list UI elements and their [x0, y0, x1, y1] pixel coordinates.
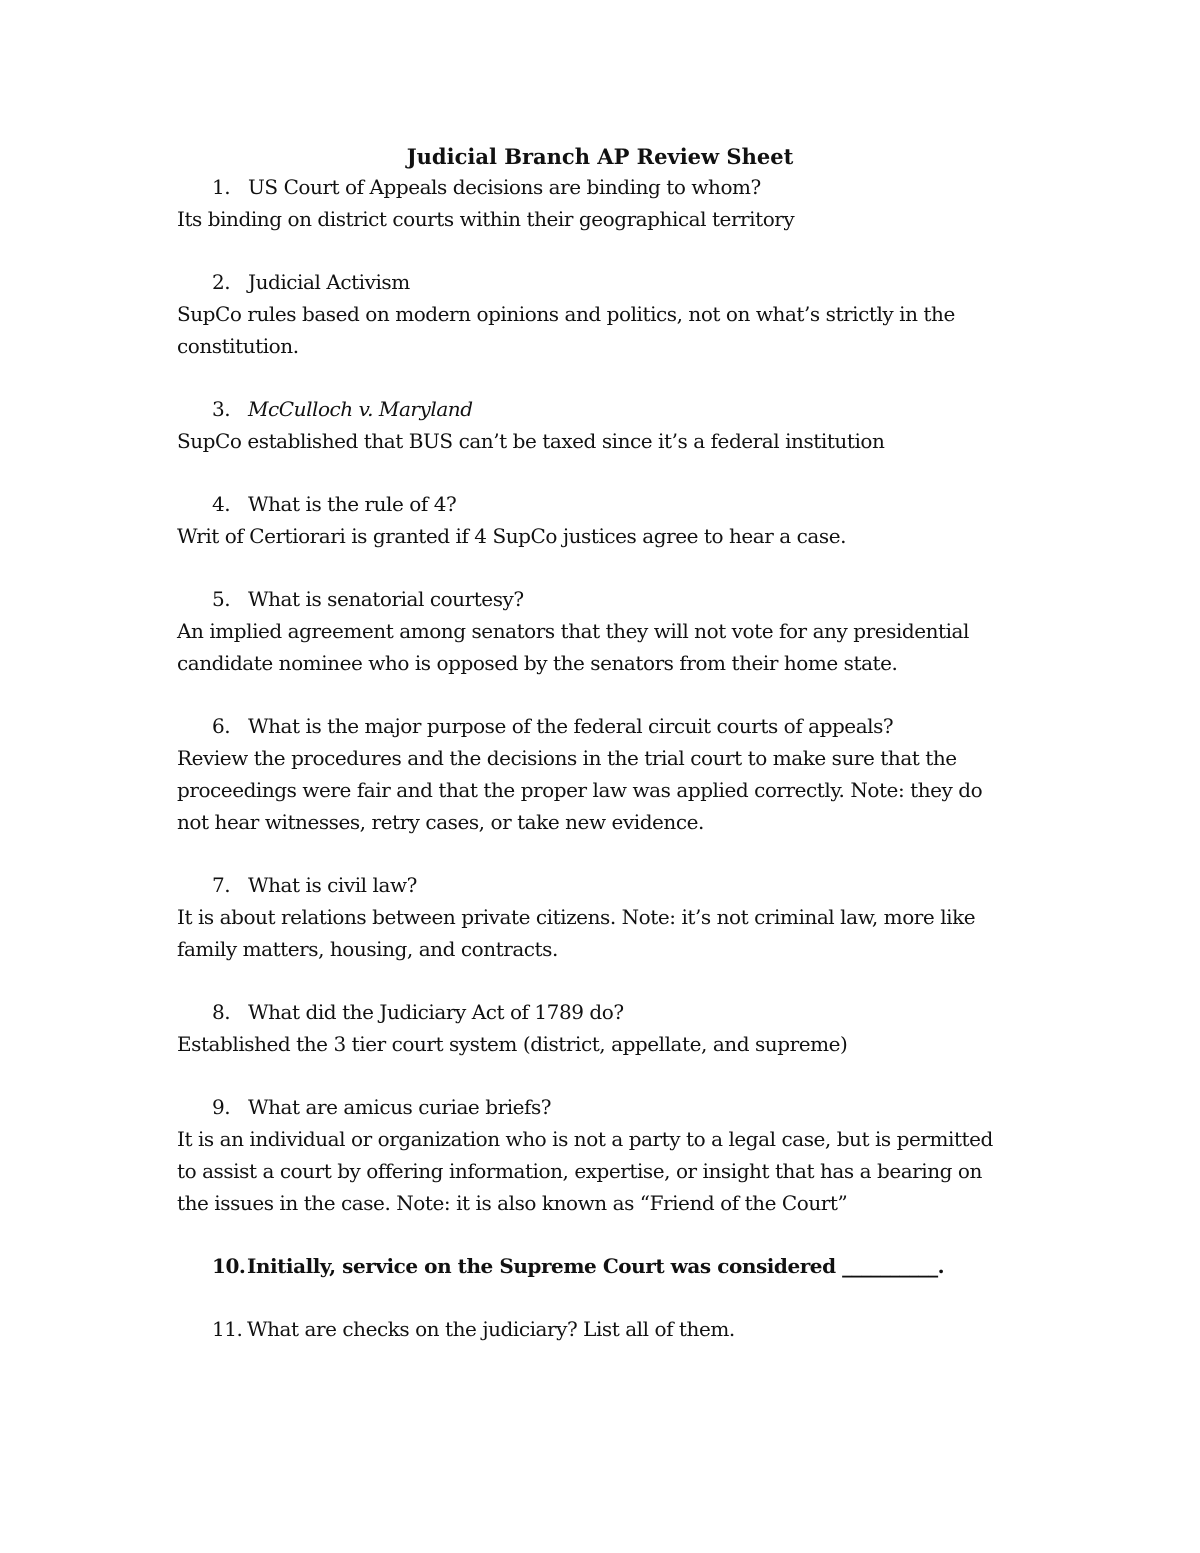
answer-3-line-1: SupCo established that BUS can’t be taxed since it’s a federal institution — [177, 429, 885, 453]
question-10 — [212, 1251, 944, 1281]
document-title: Judicial Branch AP Review Sheet — [406, 144, 794, 169]
answer-5-line-1: An implied agreement among senators that they will not vote for any presidential — [177, 619, 969, 643]
question-11 — [212, 1314, 735, 1344]
question-4 — [212, 489, 456, 519]
question-text: What is the major purpose of the federal circuit courts of appeals? — [248, 714, 894, 738]
question-number: 8. — [212, 1000, 231, 1024]
question-number: 1. — [212, 175, 231, 199]
answer-8-line-1: Established the 3 tier court system (district, appellate, and supreme) — [177, 1032, 848, 1056]
question-number: 7. — [212, 873, 231, 897]
answer-7-line-2: family matters, housing, and contracts. — [177, 937, 558, 961]
question-1 — [212, 172, 761, 202]
question-5 — [212, 584, 524, 614]
answer-1-line-1: Its binding on district courts within their geographical territory — [177, 207, 795, 231]
question-text: US Court of Appeals decisions are binding to whom? — [248, 175, 761, 199]
question-number: 5. — [212, 587, 231, 611]
question-text: Initially, service on the Supreme Court was considered __________. — [247, 1254, 945, 1278]
question-number: 11. — [212, 1317, 243, 1341]
question-text: What are amicus curiae briefs? — [248, 1095, 552, 1119]
question-text: What is the rule of 4? — [248, 492, 457, 516]
question-number: 3. — [212, 397, 231, 421]
question-number: 6. — [212, 714, 231, 738]
question-text: What are checks on the judiciary? List all of them. — [247, 1317, 735, 1341]
answer-5-line-2: candidate nominee who is opposed by the senators from their home state. — [177, 651, 898, 675]
answer-9-line-1: It is an individual or organization who is not a party to a legal case, but is permitted — [177, 1127, 993, 1151]
question-text: Judicial Activism — [248, 270, 410, 294]
question-9 — [212, 1092, 551, 1122]
answer-7-line-1: It is about relations between private citizens. Note: it’s not criminal law, more like — [177, 905, 976, 929]
answer-9-line-3: the issues in the case. Note: it is also known as “Friend of the Court” — [177, 1191, 848, 1215]
answer-4-line-1: Writ of Certiorari is granted if 4 SupCo justices agree to hear a case. — [177, 524, 846, 548]
question-text: What is civil law? — [248, 873, 417, 897]
answer-6-line-3: not hear witnesses, retry cases, or take new evidence. — [177, 810, 704, 834]
question-number: 2. — [212, 270, 231, 294]
question-2 — [212, 267, 410, 297]
question-text: What is senatorial courtesy? — [248, 587, 524, 611]
answer-2-line-2: constitution. — [177, 334, 299, 358]
question-text: McCulloch v. Maryland — [248, 397, 473, 421]
question-6 — [212, 711, 893, 741]
question-number: 9. — [212, 1095, 231, 1119]
question-text: What did the Judiciary Act of 1789 do? — [248, 1000, 624, 1024]
answer-9-line-2: to assist a court by offering information, expertise, or insight that has a bearing on — [177, 1159, 982, 1183]
question-number: 4. — [212, 492, 231, 516]
question-8 — [212, 997, 624, 1027]
question-number: 10. — [212, 1254, 246, 1278]
question-7 — [212, 870, 417, 900]
answer-6-line-2: proceedings were fair and that the proper law was applied correctly. Note: they do — [177, 778, 983, 802]
answer-2-line-1: SupCo rules based on modern opinions and politics, not on what’s strictly in the — [177, 302, 955, 326]
question-3 — [212, 394, 473, 424]
answer-6-line-1: Review the procedures and the decisions in the trial court to make sure that the — [177, 746, 957, 770]
